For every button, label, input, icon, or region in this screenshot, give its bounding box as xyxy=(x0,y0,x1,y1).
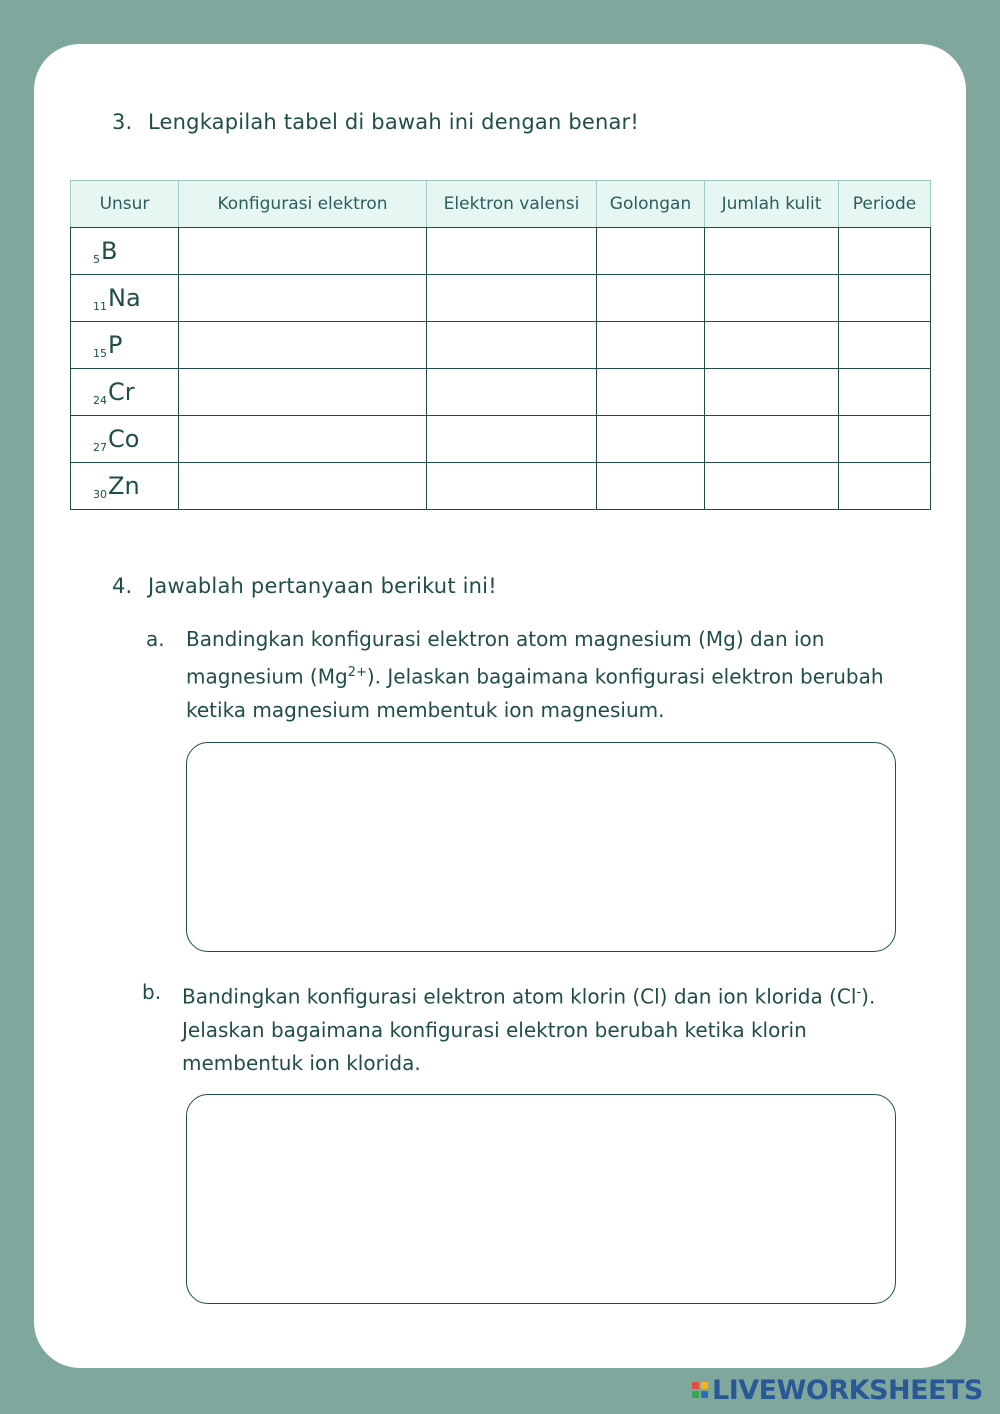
answer-cell-konfigurasi[interactable] xyxy=(179,463,427,510)
atomic-number: 15 xyxy=(93,346,107,360)
answer-box-4a[interactable] xyxy=(186,742,896,952)
element-cell xyxy=(71,275,179,322)
answer-cell-golongan[interactable] xyxy=(597,228,705,275)
question-4b xyxy=(142,976,942,1076)
element-symbol: Zn xyxy=(108,471,140,500)
question-4b-text xyxy=(182,976,902,1080)
question-4b-letter: b. xyxy=(142,980,162,1004)
answer-cell-golongan[interactable] xyxy=(597,369,705,416)
answer-cell-kulit[interactable] xyxy=(705,416,839,463)
answer-cell-periode[interactable] xyxy=(839,275,931,322)
answer-cell-kulit[interactable] xyxy=(705,463,839,510)
answer-cell-golongan[interactable] xyxy=(597,275,705,322)
logo-square-e xyxy=(701,1391,708,1398)
question-4-number: 4. xyxy=(112,574,133,598)
question-4a-line2-post: ). Jelaskan bagaimana konfigurasi elektron berubah xyxy=(366,664,884,689)
question-3-number: 3. xyxy=(112,110,133,134)
question-4-title xyxy=(112,574,497,598)
worksheet-page xyxy=(34,44,966,1368)
atomic-number: 27 xyxy=(93,440,107,454)
answer-cell-valensi[interactable] xyxy=(427,369,597,416)
answer-cell-valensi[interactable] xyxy=(427,228,597,275)
answer-cell-valensi[interactable] xyxy=(427,463,597,510)
brand-name: LIVEWORKSHEETS xyxy=(712,1374,983,1406)
question-4a-line2 xyxy=(186,656,906,694)
question-4a-line2-pre: magnesium (Mg xyxy=(186,664,348,689)
question-4a xyxy=(146,623,936,723)
table-row xyxy=(71,322,931,369)
element-symbol: Cr xyxy=(108,377,135,406)
header-golongan: Golongan xyxy=(597,181,705,228)
brand-logo-icon xyxy=(692,1382,708,1398)
logo-square-v xyxy=(692,1391,699,1398)
question-4b-line1 xyxy=(182,976,902,1014)
answer-cell-kulit[interactable] xyxy=(705,322,839,369)
answer-cell-periode[interactable] xyxy=(839,369,931,416)
question-4-prompt: Jawablah pertanyaan berikut ini! xyxy=(148,574,497,598)
table-row xyxy=(71,275,931,322)
question-4a-line1: Bandingkan konfigurasi elektron atom magnesium (Mg) dan ion xyxy=(186,627,825,651)
answer-box-4b[interactable] xyxy=(186,1094,896,1304)
question-4a-text xyxy=(186,623,906,727)
question-4a-line3: ketika magnesium membentuk ion magnesium. xyxy=(186,697,665,722)
question-4b-line2: Jelaskan bagaimana konfigurasi elektron berubah ketika klorin xyxy=(182,1017,807,1042)
table-row xyxy=(71,463,931,510)
logo-square-i xyxy=(701,1382,708,1389)
element-symbol: B xyxy=(101,236,118,265)
element-cell xyxy=(71,322,179,369)
question-4b-line3: membentuk ion klorida. xyxy=(182,1050,421,1075)
element-cell xyxy=(71,416,179,463)
element-cell xyxy=(71,369,179,416)
question-4b-line1-post: ). xyxy=(861,984,876,1009)
logo-square-l xyxy=(692,1382,699,1389)
answer-cell-valensi[interactable] xyxy=(427,275,597,322)
element-table xyxy=(70,180,931,510)
header-jumlah-kulit: Jumlah kulit xyxy=(705,181,839,228)
element-symbol: P xyxy=(108,330,123,359)
question-3-title xyxy=(112,110,639,134)
answer-cell-konfigurasi[interactable] xyxy=(179,228,427,275)
table-header-row xyxy=(71,181,931,228)
liveworksheets-logo xyxy=(692,1374,983,1406)
answer-cell-konfigurasi[interactable] xyxy=(179,416,427,463)
header-periode: Periode xyxy=(839,181,931,228)
atomic-number: 11 xyxy=(93,299,107,313)
answer-cell-periode[interactable] xyxy=(839,228,931,275)
question-3-prompt: Lengkapilah tabel di bawah ini dengan benar! xyxy=(148,110,640,134)
table-row xyxy=(71,228,931,275)
question-4b-line1-pre: Bandingkan konfigurasi elektron atom klorin (Cl) dan ion klorida (Cl xyxy=(182,984,857,1009)
atomic-number: 5 xyxy=(93,252,100,266)
answer-cell-valensi[interactable] xyxy=(427,416,597,463)
answer-cell-golongan[interactable] xyxy=(597,416,705,463)
answer-cell-kulit[interactable] xyxy=(705,275,839,322)
answer-cell-konfigurasi[interactable] xyxy=(179,369,427,416)
answer-cell-golongan[interactable] xyxy=(597,322,705,369)
question-4a-letter: a. xyxy=(146,627,165,651)
header-elektron-valensi: Elektron valensi xyxy=(427,181,597,228)
element-cell xyxy=(71,228,179,275)
element-cell xyxy=(71,463,179,510)
answer-cell-kulit[interactable] xyxy=(705,228,839,275)
element-symbol: Na xyxy=(108,283,141,312)
answer-cell-valensi[interactable] xyxy=(427,322,597,369)
answer-cell-golongan[interactable] xyxy=(597,463,705,510)
element-symbol: Co xyxy=(108,424,140,453)
answer-cell-periode[interactable] xyxy=(839,463,931,510)
answer-cell-kulit[interactable] xyxy=(705,369,839,416)
table-row xyxy=(71,369,931,416)
answer-cell-periode[interactable] xyxy=(839,416,931,463)
header-unsur: Unsur xyxy=(71,181,179,228)
superscript-charge: 2+ xyxy=(347,665,367,680)
answer-cell-konfigurasi[interactable] xyxy=(179,275,427,322)
header-konfigurasi: Konfigurasi elektron xyxy=(179,181,427,228)
answer-cell-periode[interactable] xyxy=(839,322,931,369)
atomic-number: 30 xyxy=(93,487,107,501)
answer-cell-konfigurasi[interactable] xyxy=(179,322,427,369)
table-row xyxy=(71,416,931,463)
superscript-charge: - xyxy=(856,985,862,1000)
atomic-number: 24 xyxy=(93,393,107,407)
